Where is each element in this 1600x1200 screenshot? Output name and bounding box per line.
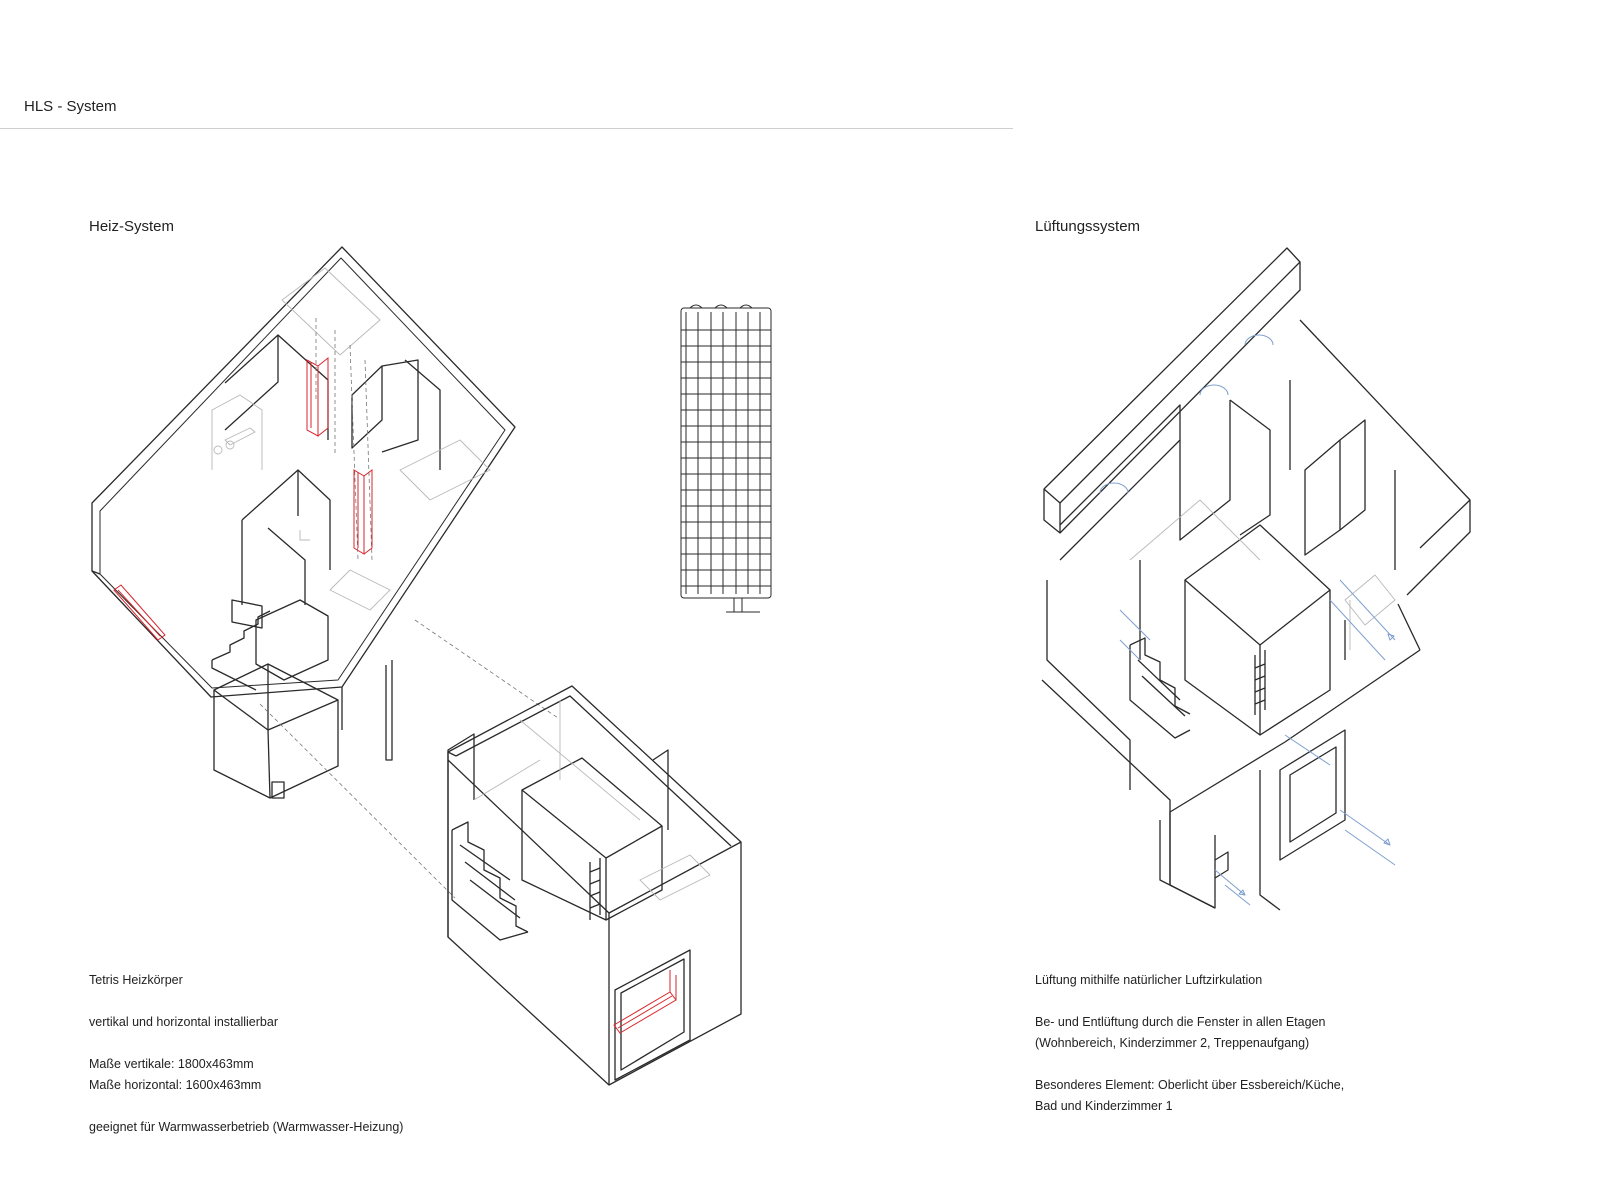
caption-line: (Wohnbereich, Kinderzimmer 2, Treppenaufgang) (1035, 1036, 1310, 1050)
ventilation-caption (1035, 970, 1344, 1117)
caption-line: Tetris Heizkörper (89, 973, 183, 987)
ventilation-section-title: Lüftungssystem (1035, 218, 1141, 235)
caption-line: Maße vertikale: 1800x463mm (89, 1057, 254, 1071)
radiator-markers (114, 358, 676, 1033)
airflow-arrows (1100, 335, 1395, 905)
caption-line: Lüftung mithilfe natürlicher Luftzirkulation (1035, 973, 1263, 987)
caption-line: geeignet für Warmwasserbetrieb (Warmwasser-Heizung) (89, 1120, 404, 1134)
ventilation-axonometric (1042, 248, 1470, 910)
page-title: HLS - System (24, 98, 117, 115)
heating-caption (89, 970, 403, 1138)
caption-line: vertikal und horizontal installierbar (89, 1015, 278, 1029)
caption-line: Maße horizontal: 1600x463mm (89, 1078, 262, 1092)
caption-line: Be- und Entlüftung durch die Fenster in allen Etagen (1035, 1015, 1326, 1029)
heating-upper-floor-axonometric (92, 247, 515, 798)
tetris-radiator-detail (681, 305, 771, 612)
caption-line: Bad und Kinderzimmer 1 (1035, 1099, 1173, 1113)
heating-section-title: Heiz-System (89, 218, 175, 235)
caption-line: Besonderes Element: Oberlicht über Essbereich/Küche, (1035, 1078, 1345, 1092)
heating-lower-floor-axonometric (448, 686, 741, 1085)
